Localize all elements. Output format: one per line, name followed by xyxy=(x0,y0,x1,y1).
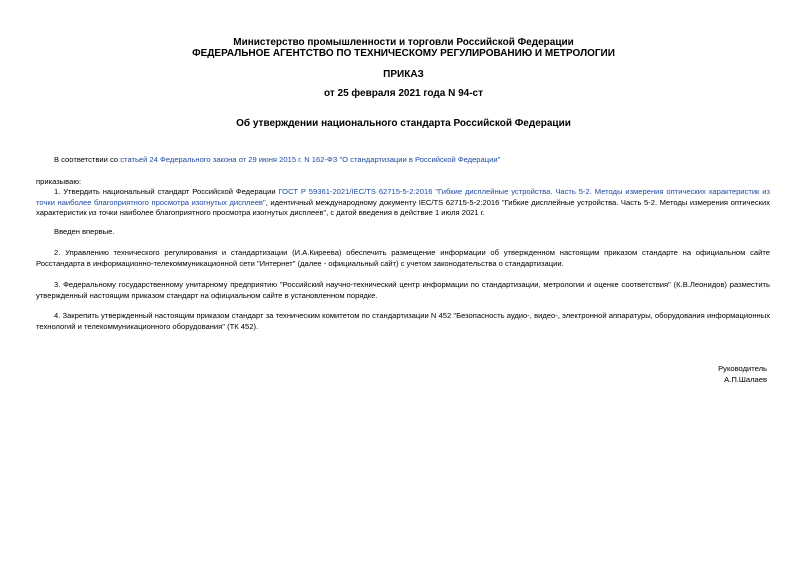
item-2-paragraph: 2. Управлению технического регулирования и стандартизации (И.А.Киреева) обеспечить размещение информации об утвержденном настоящим приказом стандарте на официальном сайте Росстандарта в информационно-телекоммуникационной сети "Интернет" (далее - официальный сайт) с учетом законодательства о стандартизации. xyxy=(36,248,770,268)
document-date-number: от 25 февраля 2021 года N 94-ст xyxy=(323,88,484,99)
item-1-paragraph xyxy=(36,187,770,219)
document-title: Об утверждении национального стандарта Российской Федерации xyxy=(236,118,571,129)
item-1-suffix: , идентичный международному документу IEC/TS 62715-5-2:2016 "Гибкие дисплейные устройства. Часть 5-2. Методы измерения оптических характеристик из точки наиболее благоприятного просмотра изогнутых дисплеев", с датой введения в действие 1 июля 2021 г. xyxy=(36,197,770,218)
item-3-paragraph: 3. Федеральному государственному унитарному предприятию "Российский научно-технический центр информации по стандартизации, метрологии и оценке соответствия" (К.В.Леонидов) разместить утвержденный настоящим приказом стандарт на официальном сайте в установленном порядке. xyxy=(36,280,770,300)
item-4-paragraph: 4. Закрепить утвержденный настоящим приказом стандарт за техническим комитетом по стандартизации N 452 "Безопасность аудио-, видео-, электронной аппаратуры, оборудования информационных технологий и телекоммуникационного оборудования" (ТК 452). xyxy=(36,311,770,331)
preamble-prefix: В соответствии со xyxy=(54,155,121,164)
ministry-name: Министерство промышленности и торговли Российской Федерации xyxy=(233,37,574,48)
item-1-prefix: 1. Утвердить национальный стандарт Российской Федерации xyxy=(54,187,279,196)
signature-role: Руководитель xyxy=(718,364,767,373)
document-type: ПРИКАЗ xyxy=(383,69,424,80)
signature-name: А.П.Шалаев xyxy=(724,375,767,384)
gost-standard-link[interactable]: ГОСТ Р 59361-2021/IEC/TS 62715-5-2:2016 "Гибкие дисплейные устройства. Часть 5-2. Методы измерения оптических характеристик из точки наиболее благоприятного просмотра изогнутых дисплеев" xyxy=(36,187,770,207)
agency-name: ФЕДЕРАЛЬНОЕ АГЕНТСТВО ПО ТЕХНИЧЕСКОМУ РЕГУЛИРОВАНИЮ И МЕТРОЛОГИИ xyxy=(192,48,615,59)
introduced-note: Введен впервые. xyxy=(54,227,115,236)
preamble-paragraph xyxy=(36,155,770,166)
federal-law-link[interactable]: статьей 24 Федерального закона от 29 июня 2015 г. N 162-ФЗ "О стандартизации в Российской Федерации" xyxy=(120,155,501,164)
order-word: приказываю: xyxy=(36,177,82,186)
